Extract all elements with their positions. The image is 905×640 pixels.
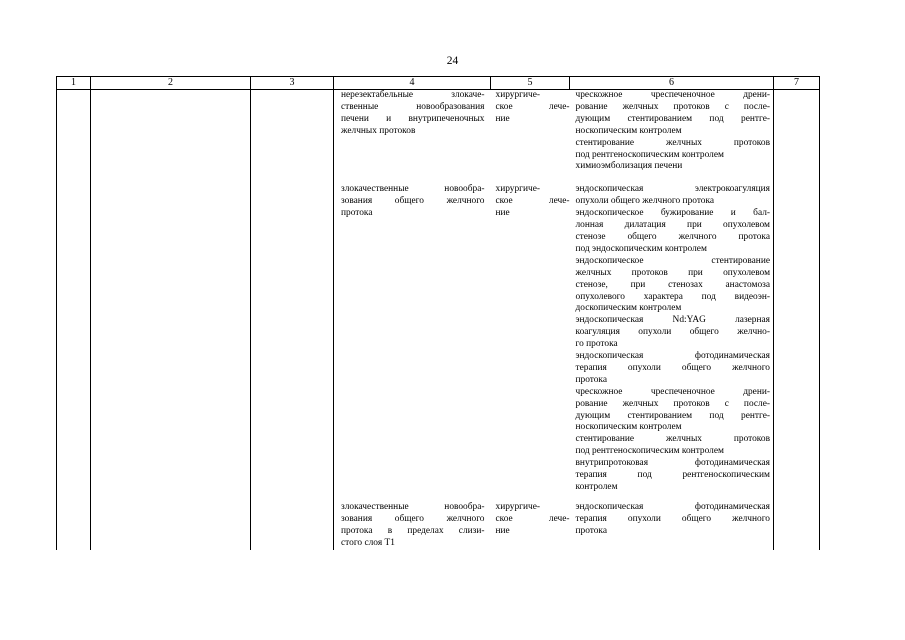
text-line: опухолевого характера под видеоэн- xyxy=(575,291,770,302)
text-line: опухоли общего желчного протока xyxy=(575,196,715,207)
page-number: 24 xyxy=(446,55,459,67)
column-header-7: 7 xyxy=(774,77,820,90)
table-cell-col6 xyxy=(570,90,774,174)
cell-text xyxy=(334,173,491,220)
table-cell-col2 xyxy=(91,173,251,494)
text-line: терапия опухоли общего желчного xyxy=(575,362,770,373)
table-cell-col3 xyxy=(251,173,334,494)
text-line: протока xyxy=(341,208,373,219)
text-line: носкопическим контролем xyxy=(575,422,682,433)
cell-text xyxy=(491,173,570,220)
column-header-4: 4 xyxy=(334,77,491,90)
text-line: зования общего желчного xyxy=(341,196,485,207)
cell-text xyxy=(334,494,491,550)
text-line: ское лече- xyxy=(495,513,570,524)
column-header-1: 1 xyxy=(57,77,91,90)
text-line: доскопическим контролем xyxy=(575,303,682,314)
text-line: желчных протоков xyxy=(341,125,416,136)
text-line: хирургиче- xyxy=(495,184,541,195)
table-cell-col3 xyxy=(251,494,334,550)
cell-text xyxy=(491,90,570,126)
text-line: протока в пределах слизи- xyxy=(341,525,485,536)
text-line: под эндоскопическим контролем xyxy=(575,243,707,254)
text-line: под рентгеноскопическим контролем xyxy=(575,446,724,457)
table-cell-col5 xyxy=(491,90,570,174)
text-line: ственные новообразования xyxy=(341,101,485,112)
table-row xyxy=(57,173,820,494)
text-line: коагуляция опухоли общего желчно- xyxy=(575,327,770,338)
text-line: рование желчных протоков с после- xyxy=(575,101,770,112)
text-line: чрескожное чреспеченочное дрени- xyxy=(575,90,770,100)
text-line: протока xyxy=(575,525,608,536)
text-line: эндоскопическое бужирование и бал- xyxy=(575,208,770,219)
text-line: желчных протоков при опухолевом xyxy=(575,267,770,278)
text-line: ние xyxy=(495,208,510,219)
text-line: лонная дилатация при опухолевом xyxy=(575,220,770,231)
table-cell-col1 xyxy=(57,90,91,174)
table-cell-col1 xyxy=(57,173,91,494)
text-line: ское лече- xyxy=(495,101,570,112)
table-cell-col2 xyxy=(91,494,251,550)
text-line: чрескожное чреспеченочное дрени- xyxy=(575,386,770,397)
column-header-3: 3 xyxy=(251,77,334,90)
medical-procedures-table xyxy=(56,76,820,550)
text-line: стенозе, при стенозах анастомоза xyxy=(575,279,770,290)
text-line: эндоскопическая фотодинамическая xyxy=(575,501,770,512)
table-cell-col4 xyxy=(334,173,491,494)
table-cell-col2 xyxy=(91,90,251,174)
text-line: рование желчных протоков с после- xyxy=(575,398,770,409)
table-cell-col7 xyxy=(774,494,820,550)
column-header-6: 6 xyxy=(570,77,774,90)
text-line: стентирование желчных протоков xyxy=(575,434,770,445)
header-row xyxy=(57,77,820,90)
text-line: зования общего желчного xyxy=(341,513,485,524)
text-line: стентирование желчных протоков xyxy=(575,137,770,148)
text-line: злокачественные новообра- xyxy=(341,184,485,195)
text-line: внутрипротоковая фотодинамическая xyxy=(575,458,770,469)
text-line: носкопическим контролем xyxy=(575,125,682,136)
text-line: злокачественные новообра- xyxy=(341,501,485,512)
table-cell-col7 xyxy=(774,90,820,174)
table-cell-col5 xyxy=(491,173,570,494)
text-line: хирургиче- xyxy=(495,90,541,100)
table-cell-col4 xyxy=(334,90,491,174)
table-cell-col6 xyxy=(570,173,774,494)
text-line: нерезектабельные злокаче- xyxy=(341,90,485,100)
text-line: печени и внутрипеченочных xyxy=(341,113,485,124)
table-cell-col1 xyxy=(57,494,91,550)
table-cell-col4 xyxy=(334,494,491,550)
text-line: эндоскопическая электрокоагуляция xyxy=(575,184,770,195)
table-row xyxy=(57,494,820,550)
table-cell-col3 xyxy=(251,90,334,174)
text-line: эндоскопическая Nd:YAG лазерная xyxy=(575,315,770,326)
text-line: стого слоя T1 xyxy=(341,537,395,548)
text-line: под рентгеноскопическим контролем xyxy=(575,149,724,160)
cell-text xyxy=(491,494,570,538)
text-line: эндоскопическая фотодинамическая xyxy=(575,351,770,362)
table-row xyxy=(57,90,820,174)
text-line: терапия опухоли общего желчного xyxy=(575,513,770,524)
cell-text xyxy=(570,90,774,173)
text-line: ние xyxy=(495,113,510,124)
cell-text xyxy=(334,90,491,138)
text-line: химиоэмболизация печени xyxy=(575,161,683,172)
column-header-2: 2 xyxy=(91,77,251,90)
text-line: ние xyxy=(495,525,510,536)
table-cell-col7 xyxy=(774,173,820,494)
cell-text xyxy=(570,494,774,538)
column-header-5: 5 xyxy=(491,77,570,90)
text-line: протока xyxy=(575,374,608,385)
text-line: хирургиче- xyxy=(495,501,541,512)
text-line: контролем xyxy=(575,482,618,492)
text-line: дующим стентированием под рентге- xyxy=(575,113,770,124)
table-cell-col6 xyxy=(570,494,774,550)
text-line: терапия под рентгеноскопическим xyxy=(575,470,770,481)
table-cell-col5 xyxy=(491,494,570,550)
text-line: го протока xyxy=(575,339,618,350)
text-line: ское лече- xyxy=(495,196,570,207)
text-line: стенозе общего желчного протока xyxy=(575,231,770,242)
cell-text xyxy=(570,173,774,494)
text-line: эндоскопическое стентирование xyxy=(575,255,770,266)
text-line: дующим стентированием под рентге- xyxy=(575,410,770,421)
